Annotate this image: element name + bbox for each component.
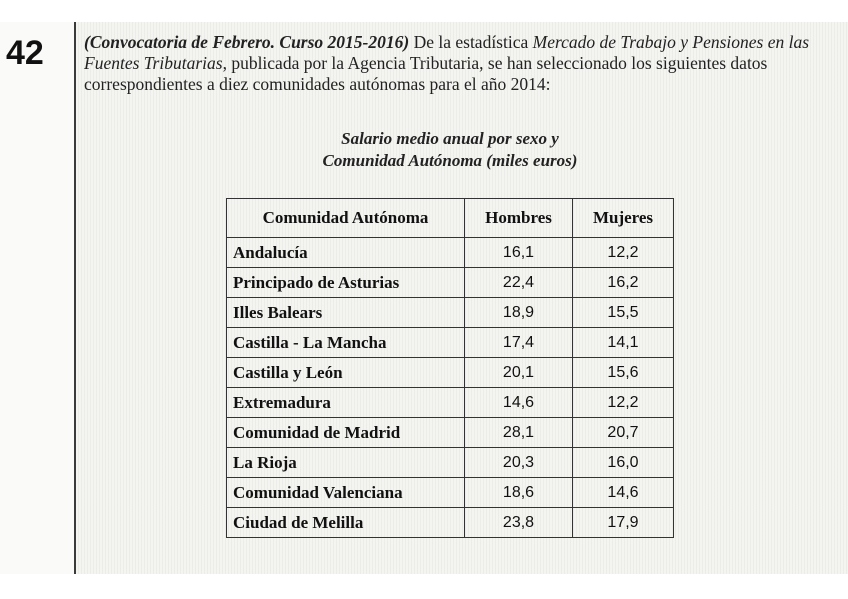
table-row: [227, 298, 674, 328]
table-row: [227, 388, 674, 418]
men-cell: 20,3: [465, 448, 573, 478]
women-cell: 20,7: [573, 418, 674, 448]
region-cell: Comunidad de Madrid: [227, 418, 465, 448]
women-cell: 12,2: [573, 238, 674, 268]
table-row: [227, 268, 674, 298]
table-title: [240, 128, 660, 172]
statement-text-1: De la estadística: [409, 32, 533, 52]
region-cell: Castilla - La Mancha: [227, 328, 465, 358]
table-row: [227, 478, 674, 508]
women-cell: 16,2: [573, 268, 674, 298]
header-region: Comunidad Autónoma: [227, 199, 465, 238]
source-title: Mercado de Trabajo y Pensiones en las Fuentes Tributarias: [84, 32, 810, 73]
men-cell: 23,8: [465, 508, 573, 538]
men-cell: 22,4: [465, 268, 573, 298]
table-row: [227, 508, 674, 538]
region-cell: Comunidad Valenciana: [227, 478, 465, 508]
problem-number: 42: [6, 34, 44, 72]
region-cell: Illes Balears: [227, 298, 465, 328]
region-cell: La Rioja: [227, 448, 465, 478]
men-cell: 14,6: [465, 388, 573, 418]
header-women: Mujeres: [573, 199, 674, 238]
women-cell: 15,6: [573, 358, 674, 388]
women-cell: 12,2: [573, 388, 674, 418]
women-cell: 16,0: [573, 448, 674, 478]
men-cell: 17,4: [465, 328, 573, 358]
table-header-row: [227, 199, 674, 238]
men-cell: 18,6: [465, 478, 573, 508]
women-cell: 17,9: [573, 508, 674, 538]
women-cell: 14,1: [573, 328, 674, 358]
region-cell: Principado de Asturias: [227, 268, 465, 298]
table-title-line1: Salario medio anual por sexo y: [341, 129, 559, 148]
region-cell: Andalucía: [227, 238, 465, 268]
region-cell: Ciudad de Melilla: [227, 508, 465, 538]
table-row: [227, 448, 674, 478]
table-title-line2: Comunidad Autónoma (miles euros): [322, 151, 578, 170]
women-cell: 15,5: [573, 298, 674, 328]
region-cell: Castilla y León: [227, 358, 465, 388]
men-cell: 28,1: [465, 418, 573, 448]
region-cell: Extremadura: [227, 388, 465, 418]
problem-statement: [84, 32, 832, 95]
table-row: [227, 358, 674, 388]
salary-table: [226, 198, 674, 538]
table-row: [227, 418, 674, 448]
margin-strip: [0, 22, 76, 574]
table-row: [227, 238, 674, 268]
men-cell: 20,1: [465, 358, 573, 388]
call-info: (Convocatoria de Febrero. Curso 2015-2016): [84, 32, 410, 52]
men-cell: 16,1: [465, 238, 573, 268]
men-cell: 18,9: [465, 298, 573, 328]
header-men: Hombres: [465, 199, 573, 238]
women-cell: 14,6: [573, 478, 674, 508]
statement-text-2: , publicada por la Agencia Tributaria, se han seleccionado los siguientes datos correspondientes a diez comunidades autónomas para el año 2014:: [84, 53, 768, 94]
table-row: [227, 328, 674, 358]
